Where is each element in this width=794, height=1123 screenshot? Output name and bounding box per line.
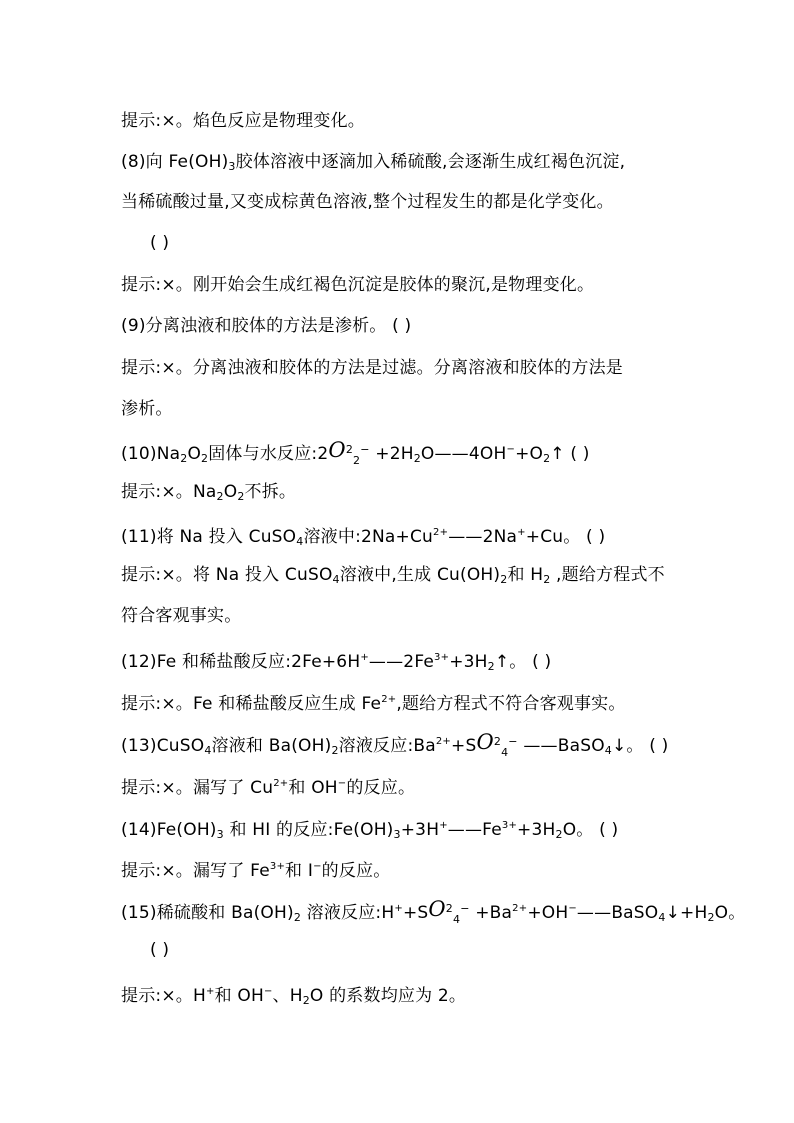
hint-11-line-2: 符合客观事实。 (121, 606, 242, 626)
question-9: (9)分离浊液和胶体的方法是渗析。 ( ) (121, 316, 412, 336)
question-11: (11)将 Na 投入 CuSO$_4$溶液中$:2Na+Cu^{2+}——2Na^++Cu$。 ( ) (121, 527, 606, 548)
hint-7: 提示:×。焰色反应是物理变化。 (121, 111, 365, 131)
hint-9-line-2: 渗析。 (121, 399, 173, 419)
hint-14: 提示:×。漏写了 $Fe^{3+}$和 I−的反应。 (121, 861, 391, 881)
answer-blank-15: ( ) (150, 940, 170, 960)
question-12: (12)Fe 和稀盐酸反应$:2Fe+6H^+——2Fe^{3+}+3H_2↑$。 ( ) (121, 652, 552, 673)
question-10: $(10)Na_2O_2$固体与水反应$:2O^2_2^-$ $+2H_2O——4OH^-+O_2↑$ ( ) (121, 438, 590, 467)
question-13: (13)CuSO$_4$溶液和 $Ba(OH)_2$溶液反应$:Ba^{2+}+SO^2_4^-$ ——BaSO$_4$↓。 ( ) (121, 730, 669, 759)
question-8-line-2: 当稀硫酸过量,又变成棕黄色溶液,整个过程发生的都是化学变化。 (121, 192, 614, 212)
hint-11-line-1: 提示:×。将 Na 投入 CuSO$_4$溶液中,生成 $Cu(OH)_2$和 $H_2$ ,题给方程式不 (121, 565, 665, 586)
hint-8: 提示:×。刚开始会生成红褐色沉淀是胶体的聚沉,是物理变化。 (121, 275, 595, 295)
hint-9-line-1: 提示:×。分离浊液和胶体的方法是过滤。分离溶液和胶体的方法是 (121, 358, 623, 378)
question-8-line-1: (8)向 $Fe(OH)_3$胶体溶液中逐滴加入稀硫酸,会逐渐生成红褐色沉淀, (121, 152, 626, 173)
answer-blank-8: ( ) (150, 233, 170, 253)
hint-13: 提示:×。漏写了 $Cu^{2+}$和 OH−的反应。 (121, 778, 416, 798)
question-15: (15)稀硫酸和 $Ba(OH)_2$ 溶液反应$:H^++SO^2_4^-$ $+Ba^{2+}+OH^-——BaSO_4↓+H_2O$。 (121, 897, 746, 926)
hint-12: 提示:×。Fe 和稀盐酸反应生成 $Fe^{2+}$,题给方程式不符合客观事实。 (121, 694, 626, 714)
question-14: $(14)Fe(OH)_3$ 和 HI 的反应$:Fe(OH)_3+3H^+——Fe^{3+}+3H_2O$。 ( ) (121, 820, 619, 841)
hint-15: 提示:×。H+和 OH−、$H_2O$ 的系数均应为 2。 (121, 986, 467, 1007)
hint-10: 提示:×。$Na_2O_2$不拆。 (121, 482, 297, 503)
